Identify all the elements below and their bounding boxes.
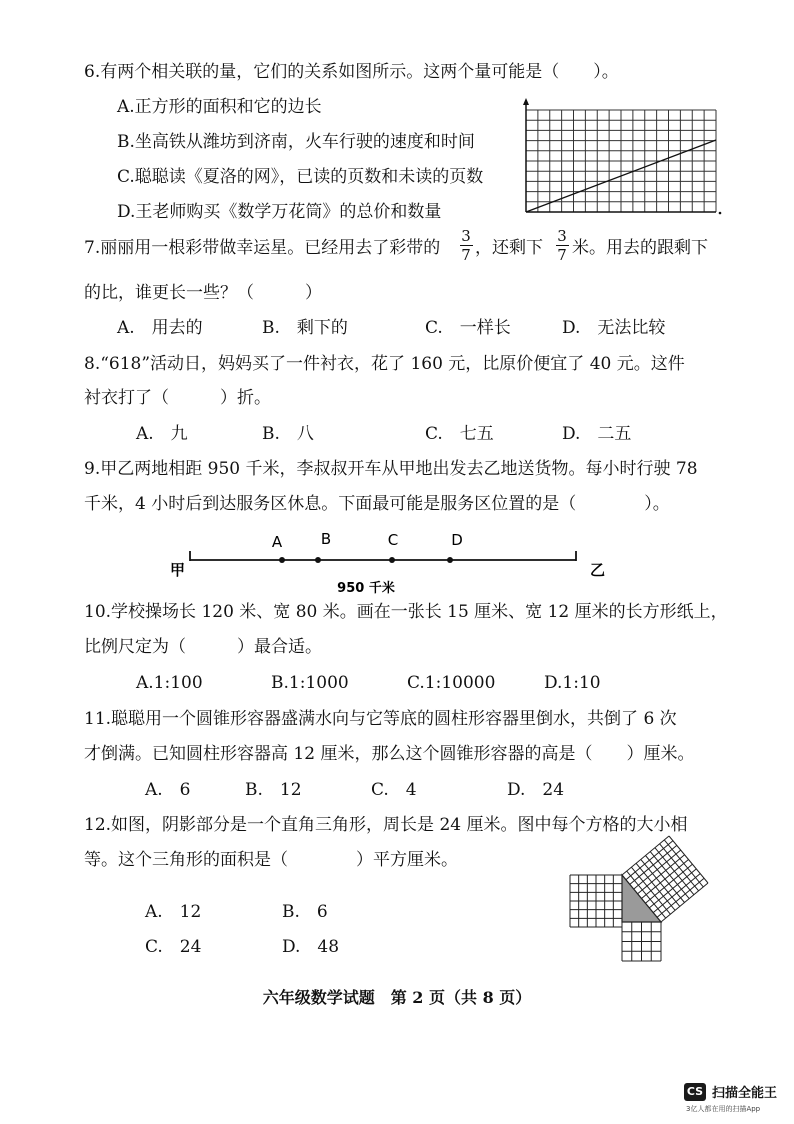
q7-fraction-left-denominator: 7 (557, 246, 567, 264)
q6-option-b: B.坐高铁从潍坊到济南，火车行驶的速度和时间 (117, 132, 475, 152)
q7-stem-part1: 7.丽丽用一根彩带做幸运星。已经用去了彩带的 (84, 238, 441, 258)
point-b (315, 557, 321, 563)
q11-option-b: B. 12 (245, 780, 302, 800)
q12-option-d: D. 48 (282, 937, 340, 957)
q11-stem-line1: 11.聪聪用一个圆锥形容器盛满水向与它等底的圆柱形容器里倒水，共倒了 6 次 (84, 709, 677, 729)
cs-logo-icon: CS (684, 1083, 706, 1101)
scanner-logo (684, 1082, 777, 1101)
y-axis-arrow-icon (523, 98, 529, 105)
q7-fraction-used (459, 228, 473, 263)
point-b-label: B (320, 530, 332, 548)
end-label: 乙 (590, 561, 606, 579)
q9-stem-line2: 千米，4 小时后到达服务区休息。下面最可能是服务区位置的是（ ）。 (84, 494, 670, 514)
q10-stem-line1: 10.学校操场长 120 米、宽 80 米。画在一张长 15 厘米、宽 12 厘米的长方形纸上， (84, 602, 728, 622)
q6-line-graph (518, 96, 724, 221)
start-label: 甲 (170, 561, 186, 579)
point-a-label: A (271, 533, 283, 551)
q11-option-a: A. 6 (145, 780, 191, 800)
q10-stem-line2: 比例尺定为（ ）最合适。 (84, 637, 322, 657)
q7-stem-part3: 米。用去的跟剩下 (572, 238, 708, 258)
q7-stem-part2: ，还剩下 (475, 238, 543, 258)
q7-fraction-left-numerator: 3 (557, 227, 567, 245)
q8-option-a: A. 九 (136, 424, 188, 444)
q8-stem-line2: 衬衣打了（ ）折。 (84, 388, 271, 408)
x-axis-end-dot (719, 212, 722, 215)
q7-fraction-used-denominator: 7 (461, 246, 471, 264)
q10-option-c: C.1:10000 (407, 673, 496, 693)
q12-option-c: C. 24 (145, 937, 202, 957)
q7-stem-line2: 的比，谁更长一些？（ ） (84, 283, 322, 303)
page-footer: 六年级数学试题 第 2 页（共 8 页） (262, 988, 532, 1007)
bottom-grid-square (622, 922, 661, 961)
q10-option-b: B.1:1000 (271, 673, 349, 693)
point-d-label: D (451, 531, 463, 549)
q12-stem-line1: 12.如图，阴影部分是一个直角三角形，周长是 24 厘米。图中每个方格的大小相 (84, 815, 688, 835)
distance-label: 950 千米 (337, 581, 395, 595)
point-c (389, 557, 395, 563)
left-grid-square (570, 875, 622, 927)
point-c-label: C (387, 531, 399, 549)
q6-option-c: C.聪聪读《夏洛的网》，已读的页数和未读的页数 (117, 167, 484, 187)
q7-fraction-left (555, 228, 569, 263)
q9-distance-diagram (160, 525, 620, 595)
q12-pythagoras-figure (560, 824, 720, 974)
q11-option-d: D. 24 (507, 780, 565, 800)
scanner-tagline: 3亿人都在用的扫描App (686, 1105, 761, 1113)
q8-option-c: C. 七五 (425, 424, 494, 444)
q12-stem-line2: 等。这个三角形的面积是（ ）平方厘米。 (84, 850, 458, 870)
q12-option-b: B. 6 (282, 902, 328, 922)
q6-option-d: D.王老师购买《数学万花筒》的总价和数量 (117, 202, 442, 222)
point-d (447, 557, 453, 563)
q8-option-d: D. 二五 (562, 424, 632, 444)
q7-option-a: A. 用去的 (117, 318, 203, 338)
q9-stem-line1: 9.甲乙两地相距 950 千米，李叔叔开车从甲地出发去乙地送货物。每小时行驶 78 (84, 459, 698, 479)
q12-option-a: A. 12 (145, 902, 202, 922)
scanner-app-name: 扫描全能王 (712, 1086, 778, 1101)
q8-stem-line1: 8.“618”活动日，妈妈买了一件衬衣，花了 160 元，比原价便宜了 40 元。这件 (84, 354, 685, 374)
q7-option-b: B. 剩下的 (262, 318, 348, 338)
q7-option-c: C. 一样长 (425, 318, 511, 338)
q11-stem-line2: 才倒满。已知圆柱形容器高 12 厘米，那么这个圆锥形容器的高是（ ）厘米。 (84, 744, 695, 764)
q6-stem: 6.有两个相关联的量，它们的关系如图所示。这两个量可能是（ ）。 (84, 62, 619, 82)
q8-option-b: B. 八 (262, 424, 314, 444)
q10-option-a: A.1:100 (136, 673, 203, 693)
q6-option-a: A.正方形的面积和它的边长 (117, 97, 322, 117)
q7-option-d: D. 无法比较 (562, 318, 666, 338)
q7-fraction-used-numerator: 3 (461, 227, 471, 245)
q11-option-c: C. 4 (371, 780, 417, 800)
point-a (279, 557, 285, 563)
q10-option-d: D.1:10 (544, 673, 601, 693)
